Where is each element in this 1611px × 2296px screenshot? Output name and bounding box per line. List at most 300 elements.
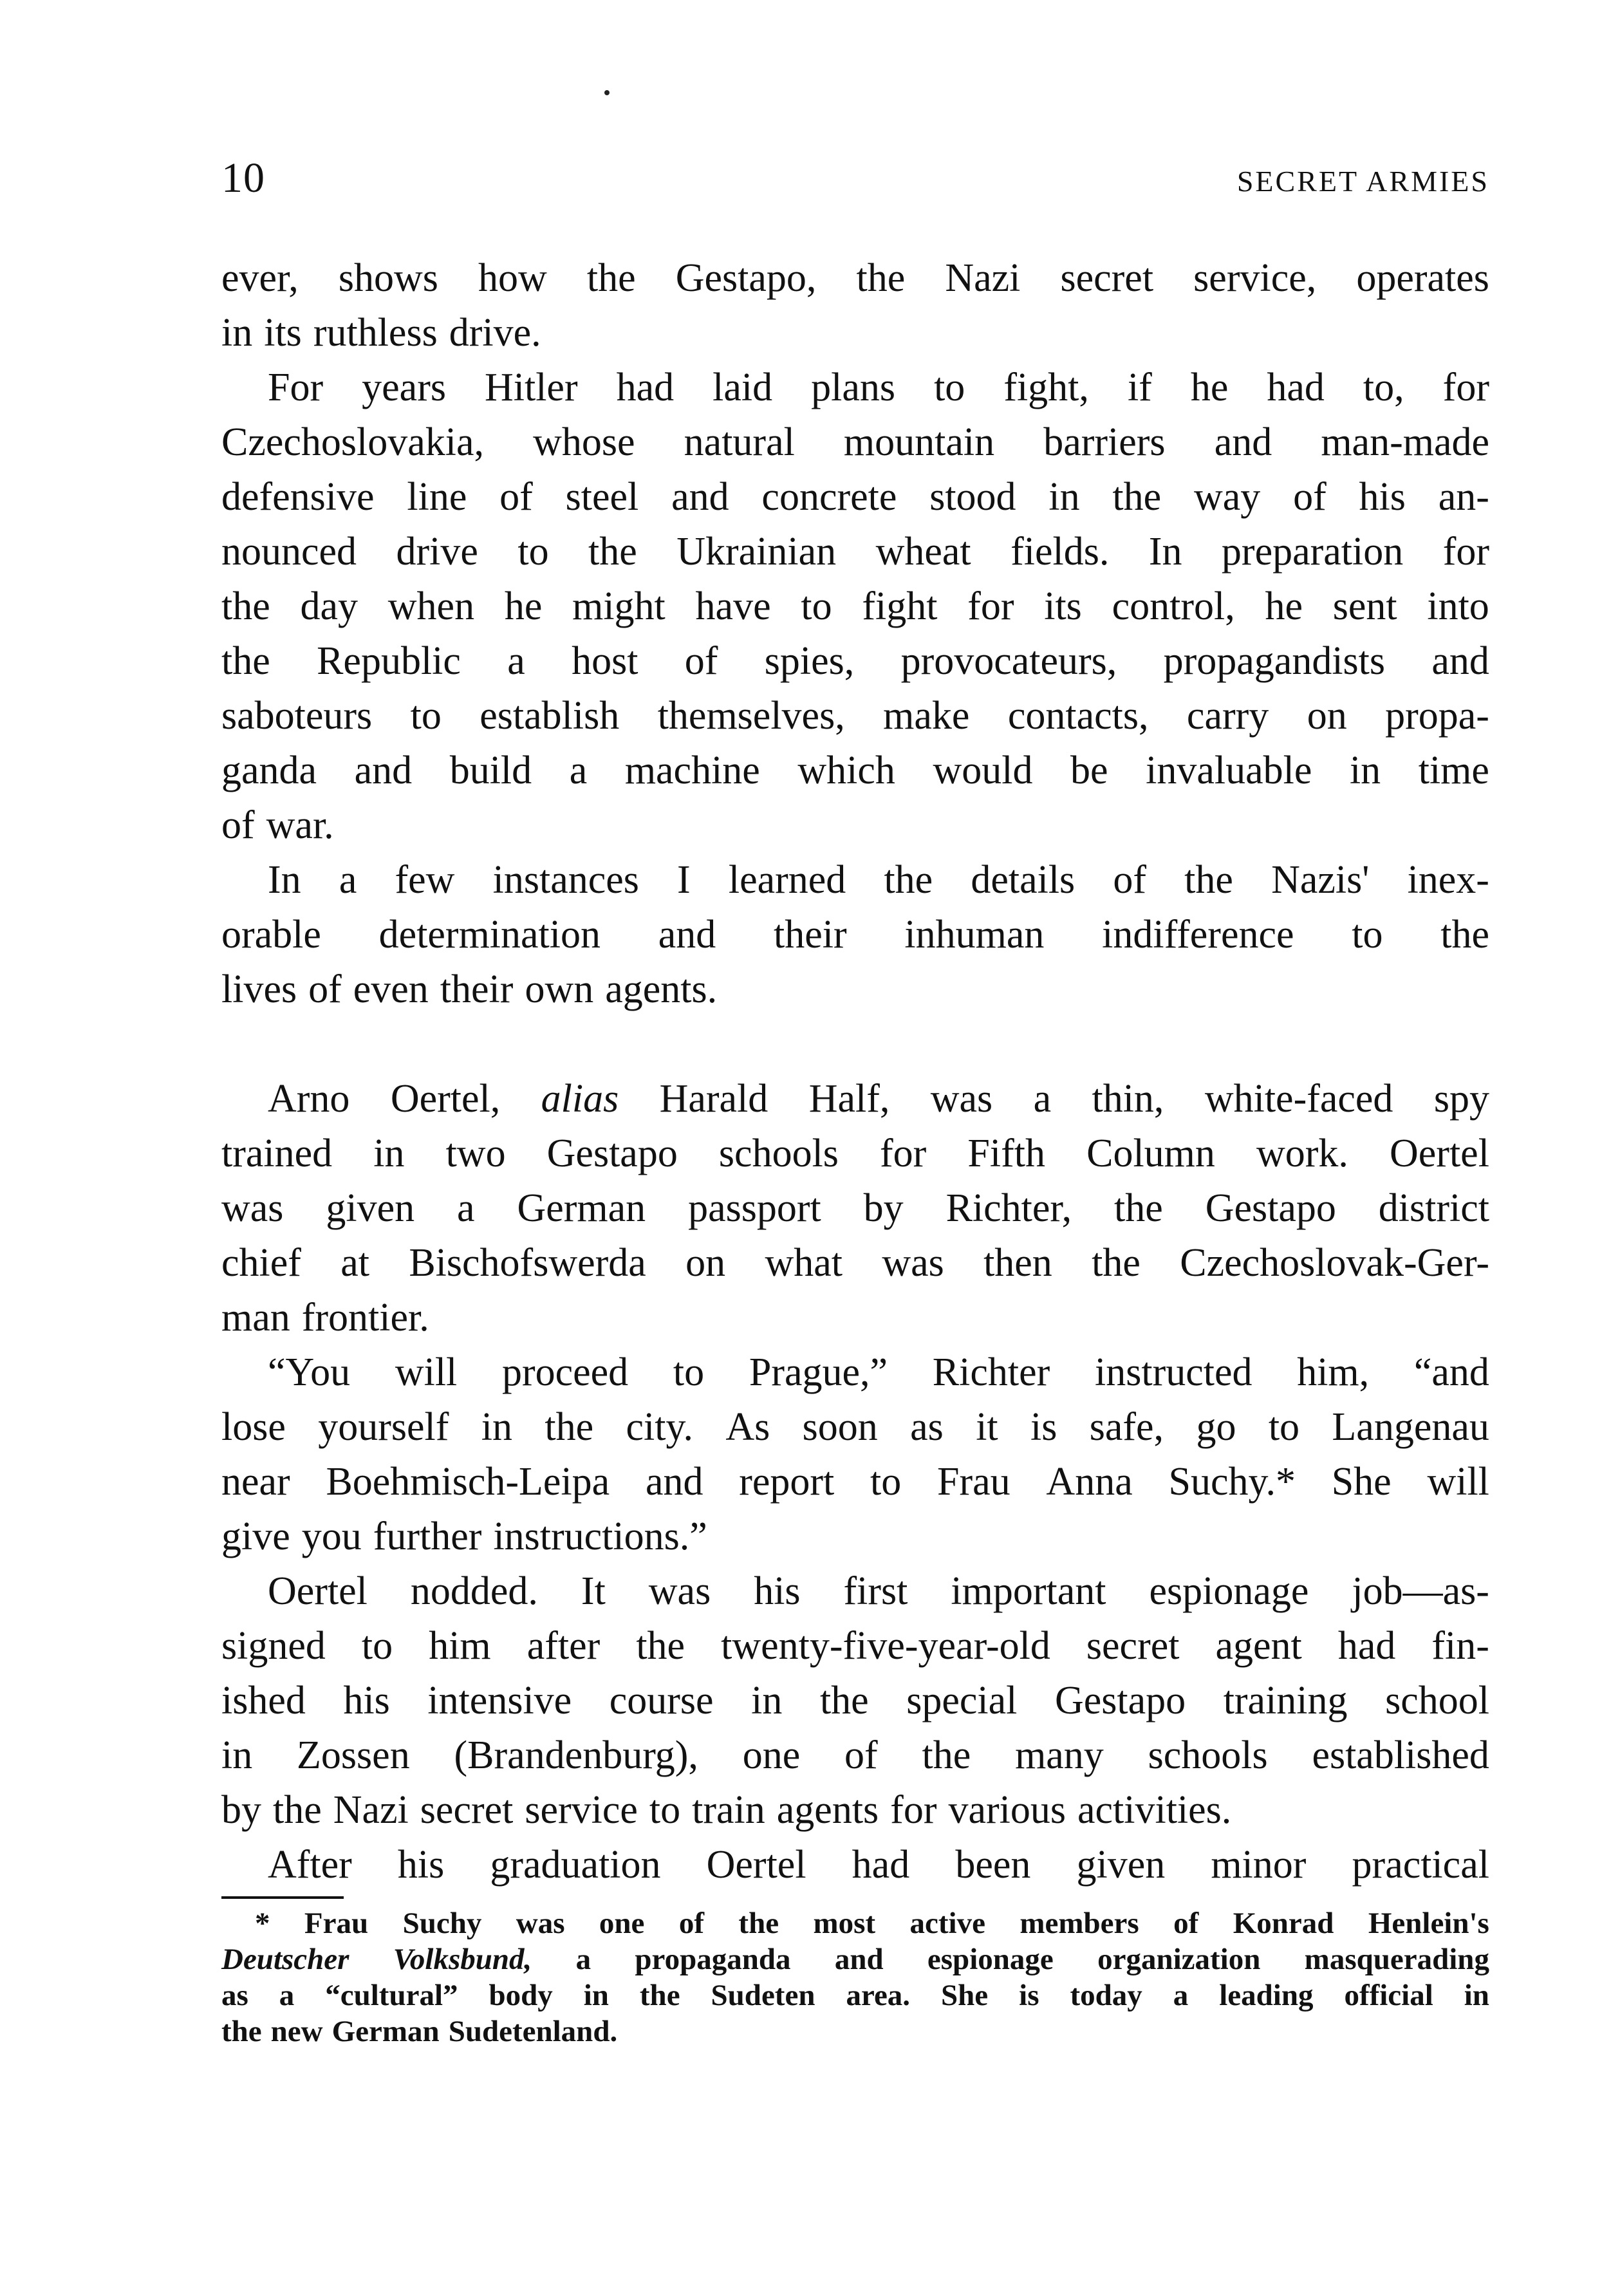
- body-line: [221, 525, 1489, 579]
- word: “You: [268, 1350, 351, 1394]
- word: machine: [624, 749, 760, 792]
- word: agent: [1215, 1624, 1302, 1668]
- body-line: [221, 1072, 1489, 1126]
- word: chief: [221, 1241, 301, 1285]
- word: Ukrainian: [676, 530, 837, 574]
- word: to: [1352, 913, 1383, 957]
- body-line: [221, 1674, 1489, 1728]
- word: Frau: [304, 1907, 369, 1940]
- book-title: SECRET ARMIES: [1236, 165, 1489, 198]
- word: carry: [1186, 694, 1269, 738]
- word: “cultural”: [325, 1979, 458, 2012]
- word: years: [362, 366, 446, 409]
- word: a: [457, 1186, 475, 1230]
- word: propa-: [1385, 694, 1489, 738]
- word: passport: [688, 1186, 821, 1230]
- word: fight: [862, 584, 938, 628]
- word: had: [852, 1843, 910, 1887]
- word: had: [1337, 1624, 1396, 1668]
- word: and: [671, 475, 729, 519]
- word: the: [586, 256, 636, 300]
- word: as: [910, 1405, 944, 1449]
- word: its: [264, 311, 302, 355]
- word: the: [221, 2015, 262, 2048]
- word: laid: [712, 366, 773, 409]
- body-line: [221, 908, 1489, 962]
- word: by: [863, 1186, 904, 1230]
- word: to: [934, 366, 965, 409]
- word: job—as-: [1352, 1569, 1489, 1613]
- word: which: [797, 749, 895, 792]
- word: Sudetenland.: [448, 2015, 618, 2048]
- word: to: [673, 1350, 705, 1394]
- word: district: [1378, 1186, 1489, 1230]
- word: for: [880, 1132, 927, 1175]
- word: given: [326, 1186, 415, 1230]
- word: will: [395, 1350, 458, 1394]
- body-line: [221, 1838, 1489, 1892]
- stray-ink-dot: [604, 90, 610, 95]
- word: activities.: [1077, 1788, 1232, 1832]
- word: soon: [802, 1405, 878, 1449]
- word: Richter,: [945, 1186, 1072, 1230]
- word: then: [983, 1241, 1052, 1285]
- word: his: [397, 1843, 445, 1887]
- word: Richter: [932, 1350, 1050, 1394]
- word: service,: [1193, 256, 1317, 300]
- word: Deutscher: [221, 1943, 349, 1976]
- word: spy: [1433, 1077, 1489, 1121]
- word: the: [273, 1788, 322, 1832]
- word: was: [648, 1569, 711, 1613]
- body-line: [221, 360, 1489, 415]
- word: the: [819, 1679, 869, 1722]
- word: proceed: [501, 1350, 629, 1394]
- word: Oertel: [706, 1843, 806, 1887]
- word: special: [906, 1679, 1018, 1722]
- word: in: [751, 1679, 783, 1722]
- word: Gestapo,: [675, 256, 817, 300]
- word: leading: [1219, 1979, 1314, 2012]
- word: man-made: [1321, 420, 1489, 464]
- word: instructed: [1094, 1350, 1252, 1394]
- word: one: [599, 1907, 645, 1940]
- word: stood: [929, 475, 1016, 519]
- body-line: [221, 1728, 1489, 1783]
- word: natural: [684, 420, 795, 464]
- body-line: [221, 415, 1489, 470]
- word: masquerading: [1304, 1943, 1489, 1976]
- word: plans: [811, 366, 896, 409]
- word: go: [1196, 1405, 1236, 1449]
- word: was: [221, 1186, 284, 1230]
- word: Anna: [1046, 1460, 1133, 1504]
- word: in: [583, 1979, 609, 2012]
- word: wheat: [875, 530, 971, 574]
- word: As: [725, 1405, 770, 1449]
- word: area.: [846, 1979, 911, 2012]
- word: and: [658, 913, 716, 957]
- body-line: [221, 251, 1489, 306]
- word: propaganda: [635, 1943, 791, 1976]
- word: a: [507, 639, 525, 683]
- word: ruthless: [313, 311, 438, 355]
- word: lives: [221, 967, 297, 1011]
- word: at: [340, 1241, 369, 1285]
- word: to: [870, 1460, 902, 1504]
- word: of: [1113, 858, 1146, 902]
- word: host: [572, 639, 638, 683]
- word: spies,: [764, 639, 855, 683]
- body-line: [221, 1181, 1489, 1236]
- word: time: [1418, 749, 1489, 792]
- word: secret: [1060, 256, 1154, 300]
- body-line: [221, 1400, 1489, 1455]
- word: white-faced: [1204, 1077, 1393, 1121]
- word: on: [685, 1241, 726, 1285]
- word: Republic: [317, 639, 461, 683]
- word: war.: [266, 803, 334, 847]
- word: been: [955, 1843, 1031, 1887]
- word: espionage: [1149, 1569, 1309, 1613]
- word: Frau: [937, 1460, 1010, 1504]
- word: their: [440, 967, 514, 1011]
- word: For: [268, 366, 324, 409]
- word: indifference: [1102, 913, 1294, 957]
- word: themselves,: [657, 694, 845, 738]
- word: many: [1015, 1733, 1104, 1777]
- word: what: [765, 1241, 843, 1285]
- word: him,: [1297, 1350, 1370, 1394]
- word: on: [1307, 694, 1347, 738]
- word: Czechoslovakia,: [221, 420, 485, 464]
- word: have: [695, 584, 771, 628]
- footnote-line: [221, 1905, 1489, 1941]
- word: for: [967, 584, 1014, 628]
- word: control,: [1112, 584, 1235, 628]
- word: lose: [221, 1405, 286, 1449]
- word: line: [407, 475, 467, 519]
- word: the: [738, 1907, 779, 1940]
- word: Arno: [268, 1077, 350, 1121]
- word: report: [739, 1460, 835, 1504]
- word: ever,: [221, 256, 299, 300]
- word: the: [639, 1979, 680, 2012]
- body-line: [221, 853, 1489, 908]
- word: agents: [776, 1788, 879, 1832]
- word: to: [801, 584, 832, 628]
- word: shows: [338, 256, 438, 300]
- word: In: [1148, 530, 1182, 574]
- word: Czechoslovak-Ger-: [1180, 1241, 1489, 1285]
- word: given: [1076, 1843, 1166, 1887]
- word: and: [645, 1460, 703, 1504]
- word: to: [410, 694, 442, 738]
- word: of: [1173, 1907, 1199, 1940]
- word: steel: [565, 475, 639, 519]
- word: details: [971, 858, 1076, 902]
- word: graduation: [490, 1843, 661, 1887]
- word: saboteurs: [221, 694, 373, 738]
- running-head: [221, 149, 1489, 207]
- word: of: [684, 639, 718, 683]
- word: Suchy.*: [1168, 1460, 1296, 1504]
- word: few: [395, 858, 455, 902]
- word: the: [1440, 913, 1489, 957]
- word: even: [353, 967, 429, 1011]
- word: Bischofswerda: [409, 1241, 646, 1285]
- word: Henlein's: [1368, 1907, 1489, 1940]
- word: the: [1112, 475, 1162, 519]
- word: intensive: [427, 1679, 572, 1722]
- word: alias: [541, 1077, 619, 1121]
- word: and: [834, 1943, 884, 1976]
- word: was: [930, 1077, 993, 1121]
- word: the: [221, 639, 270, 683]
- word: schools: [718, 1132, 839, 1175]
- word: inhuman: [904, 913, 1045, 957]
- word: to: [649, 1788, 681, 1832]
- word: work.: [1256, 1132, 1348, 1175]
- word: preparation: [1221, 530, 1404, 574]
- word: instances: [492, 858, 639, 902]
- word: Nazi: [333, 1788, 409, 1832]
- word: by: [221, 1788, 261, 1832]
- word: had: [1267, 366, 1325, 409]
- body-line: [221, 1126, 1489, 1181]
- footnote: [221, 1905, 1489, 2049]
- word: nodded.: [410, 1569, 538, 1613]
- body-line: [221, 470, 1489, 525]
- word: when: [387, 584, 475, 628]
- word: After: [268, 1843, 352, 1887]
- word: secret: [1086, 1624, 1180, 1668]
- word: to: [1268, 1405, 1300, 1449]
- word: learned: [728, 858, 846, 902]
- word: safe,: [1089, 1405, 1164, 1449]
- word: contacts,: [1007, 694, 1149, 738]
- word: in: [221, 311, 253, 355]
- word: further: [373, 1515, 482, 1558]
- word: secret: [420, 1788, 514, 1832]
- word: drive: [396, 530, 478, 574]
- word: sent: [1332, 584, 1397, 628]
- word: trained: [221, 1132, 333, 1175]
- word: organization: [1097, 1943, 1261, 1976]
- word: nounced: [221, 530, 357, 574]
- word: Oertel,: [390, 1077, 501, 1121]
- word: She: [1331, 1460, 1392, 1504]
- word: Zossen: [297, 1733, 410, 1777]
- word: course: [609, 1679, 714, 1722]
- word: he: [1190, 366, 1229, 409]
- body-line: [221, 1236, 1489, 1291]
- body-line: [221, 634, 1489, 689]
- word: new: [270, 2015, 323, 2048]
- word: for: [1442, 530, 1489, 574]
- word: Nazi: [945, 256, 1021, 300]
- word: a: [1173, 1979, 1189, 2012]
- footnote-rule: [221, 1896, 344, 1899]
- word: a: [575, 1943, 591, 1976]
- footnote-line: [221, 2013, 1489, 2049]
- word: make: [883, 694, 970, 738]
- body-text: [221, 251, 1489, 1892]
- word: the: [884, 858, 933, 902]
- word: Oertel: [268, 1569, 368, 1613]
- word: today: [1070, 1979, 1142, 2012]
- word: various: [948, 1788, 1066, 1832]
- word: concrete: [761, 475, 897, 519]
- word: fin-: [1431, 1624, 1489, 1668]
- word: Column: [1086, 1132, 1215, 1175]
- body-line: [221, 1509, 1489, 1564]
- word: of: [1293, 475, 1327, 519]
- word: after: [526, 1624, 601, 1668]
- word: German: [517, 1186, 646, 1230]
- word: body: [489, 1979, 553, 2012]
- word: Volksbund,: [393, 1943, 532, 1976]
- word: he: [1265, 584, 1303, 628]
- word: build: [449, 749, 532, 792]
- word: was: [516, 1907, 565, 1940]
- word: Hitler: [484, 366, 578, 409]
- word: is: [1019, 1979, 1039, 2012]
- word: and: [354, 749, 413, 792]
- word: provocateurs,: [900, 639, 1117, 683]
- word: thin,: [1092, 1077, 1164, 1121]
- word: of: [499, 475, 533, 519]
- section-break: [221, 1017, 1489, 1072]
- word: Suchy: [402, 1907, 482, 1940]
- word: of: [678, 1907, 704, 1940]
- word: man: [221, 1296, 290, 1339]
- word: the: [221, 584, 270, 628]
- word: I: [677, 858, 691, 902]
- word: propagandists: [1163, 639, 1386, 683]
- word: school: [1385, 1679, 1489, 1722]
- word: yourself: [318, 1405, 449, 1449]
- body-line: [221, 1619, 1489, 1674]
- word: active: [909, 1907, 985, 1940]
- word: Oertel: [1390, 1132, 1489, 1175]
- word: for: [890, 1788, 937, 1832]
- word: of: [221, 803, 255, 847]
- word: drive.: [449, 311, 541, 355]
- word: the: [1114, 1186, 1163, 1230]
- word: Nazis': [1271, 858, 1370, 902]
- word: establish: [480, 694, 620, 738]
- word: Boehmisch-Leipa: [326, 1460, 610, 1504]
- word: espionage: [927, 1943, 1054, 1976]
- word: in: [1048, 475, 1080, 519]
- word: as: [221, 1979, 248, 2012]
- body-line: [221, 579, 1489, 634]
- word: was: [882, 1241, 944, 1285]
- word: of: [308, 967, 342, 1011]
- word: whose: [533, 420, 635, 464]
- body-line: [221, 689, 1489, 743]
- word: him: [429, 1624, 491, 1668]
- word: for: [1442, 366, 1489, 409]
- word: the: [545, 1405, 594, 1449]
- word: had: [616, 366, 675, 409]
- word: would: [933, 749, 1033, 792]
- word: his: [1359, 475, 1406, 519]
- word: day: [300, 584, 359, 628]
- word: most: [813, 1907, 876, 1940]
- body-line: [221, 1455, 1489, 1509]
- word: (Brandenburg),: [454, 1733, 698, 1777]
- word: fields.: [1010, 530, 1110, 574]
- word: the: [922, 1733, 971, 1777]
- word: Harald: [659, 1077, 768, 1121]
- word: into: [1427, 584, 1489, 628]
- word: Half,: [808, 1077, 890, 1121]
- word: his: [343, 1679, 390, 1722]
- word: to: [361, 1624, 393, 1668]
- body-line: [221, 1291, 1489, 1345]
- word: established: [1312, 1733, 1489, 1777]
- body-line: [221, 962, 1489, 1017]
- footnote-line: [221, 1977, 1489, 2013]
- word: invaluable: [1146, 749, 1312, 792]
- word: might: [572, 584, 666, 628]
- word: agents.: [605, 967, 718, 1011]
- word: It: [581, 1569, 606, 1613]
- word: determination: [378, 913, 601, 957]
- word: service: [525, 1788, 638, 1832]
- word: a: [279, 1979, 295, 2012]
- word: practical: [1352, 1843, 1489, 1887]
- word: will: [1427, 1460, 1489, 1504]
- word: the: [588, 530, 637, 574]
- word: instructions.”: [493, 1515, 707, 1558]
- word: near: [221, 1460, 290, 1504]
- word: twenty-five-year-old: [721, 1624, 1050, 1668]
- body-line: [221, 1783, 1489, 1838]
- footnote-line: [221, 1941, 1489, 1977]
- word: first: [843, 1569, 908, 1613]
- word: training: [1223, 1679, 1348, 1722]
- word: in: [1349, 749, 1381, 792]
- word: fight,: [1003, 366, 1089, 409]
- word: Sudeten: [711, 1979, 815, 2012]
- word: its: [1044, 584, 1082, 628]
- word: an-: [1438, 475, 1489, 519]
- word: Prague,”: [749, 1350, 888, 1394]
- word: She: [941, 1979, 989, 2012]
- word: mountain: [843, 420, 995, 464]
- word: own: [525, 967, 594, 1011]
- word: inex-: [1407, 858, 1489, 902]
- word: minor: [1211, 1843, 1307, 1887]
- word: is: [1030, 1405, 1057, 1449]
- body-line: [221, 798, 1489, 853]
- word: the: [1092, 1241, 1141, 1285]
- word: one: [742, 1733, 801, 1777]
- body-line: [221, 1564, 1489, 1619]
- word: a: [339, 858, 357, 902]
- word: official: [1344, 1979, 1433, 2012]
- word: Gestapo: [1205, 1186, 1336, 1230]
- word: *: [255, 1907, 270, 1940]
- word: and: [1431, 639, 1489, 683]
- word: a: [569, 749, 588, 792]
- word: their: [774, 913, 847, 957]
- word: schools: [1148, 1733, 1268, 1777]
- word: city.: [626, 1405, 693, 1449]
